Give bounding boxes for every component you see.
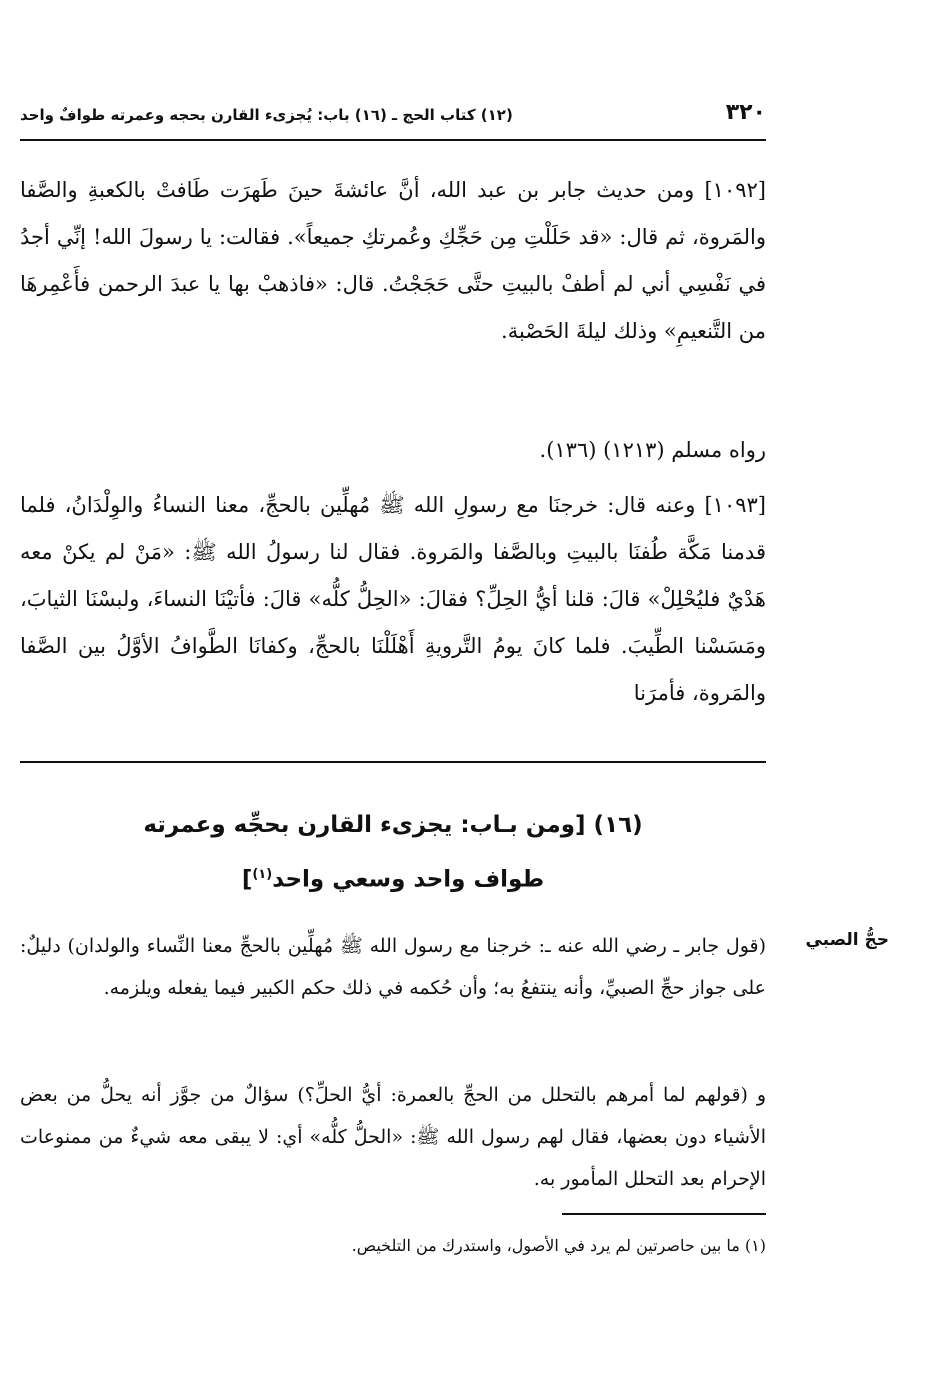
section-divider <box>20 761 766 763</box>
running-title: (١٢) كتاب الحج ـ (١٦) باب: يُجزىء القارن بحجه وعمرته طوافٌ واحد <box>20 106 513 124</box>
margin-note: حجُّ الصبي <box>805 930 889 950</box>
hadith-1093: [١٠٩٣] وعنه قال: خرجنَا مع رسولِ الله ﷺ مُهلِّين بالحجِّ، معنا النساءُ والوِلْدَانُ، فلما قدمنا مَكَّة طُفنَا بالبيتِ وبالصَّفا والمَروة. فقال لنا رسولُ الله ﷺ: «مَنْ لم يكنْ معه هَدْيٌ فليُحْلِلْ» قالَ: قلنا أيُّ الحِلِّ؟ فقالَ: «الحِلُّ كلُّه» قالَ: فأتيْنَا النساءَ، ولبسْنَا الثيابَ، ومَسَسْنا الطِّيبَ. فلما كانَ يومُ التَّرويةِ أَهْلَلْنَا بالحجِّ، وكفانَا الطَّوافُ الأوَّلُ بين الصَّفا والمَروة، فأمرَنا <box>20 493 766 705</box>
header-rule <box>20 139 766 141</box>
commentary-paragraph: و (قولهم لما أمرهم بالتحلل من الحجِّ بالعمرة: أيُّ الحلِّ؟) سؤالٌ من جوَّز أنه يحلُّ من بعض الأشياء دون بعضها، فقال لهم رسول الله ﷺ: «الحلُّ كلُّه» أي: لا يبقى معه شيءٌ من ممنوعات الإحرام بعد التحلل المأمور به. <box>20 1084 766 1190</box>
chapter-heading-line-1: (١٦) [ومن بـاب: يجزىء القارن بحجِّه وعمرته <box>143 812 643 838</box>
chapter-heading-close-bracket: ] <box>241 866 253 893</box>
footnote: (١) ما بين حاصرتين لم يرد في الأصول، واستدرك من التلخيص. <box>351 1236 766 1255</box>
chapter-heading-line-2: طواف واحد وسعي واحد <box>272 866 545 893</box>
footnote-rule <box>562 1213 766 1215</box>
chapter-heading <box>20 800 766 905</box>
hadith-1092-narration: رواه مسلم (١٢١٣) (١٣٦). <box>539 438 766 462</box>
hadith-1092: [١٠٩٢] ومن حديث جابر بن عبد الله، أنَّ عائشةَ حينَ طَهرَت طَافتْ بالكعبةِ والصَّفا والمَروة، ثم قال: «قد حَلَلْتِ مِن حَجِّكِ وعُمرتكِ جميعاً». فقالت: يا رسولَ الله! إنِّي أجدُ في نَفْسِي أني لم أطفْ بالبيتِ حتَّى حَجَجْتُ. قال: «فاذهبْ بها يا عبدَ الرحمن فأَعْمِرهَا من التَّنعيمِ» وذلك ليلةَ الحَصْبة. <box>20 178 766 343</box>
page-number: ٣٢٠ <box>725 100 766 125</box>
running-header <box>20 100 766 134</box>
footnote-marker: (١) <box>252 867 273 882</box>
commentary-paragraph: (قول جابر ـ رضي الله عنه ـ: خرجنا مع رسول الله ﷺ مُهلِّين بالحجِّ معنا النِّساء والولدان) دليلٌ: على جواز حجِّ الصبيِّ، وأنه ينتفعُ به؛ وأن حُكمه في ذلك حكم الكبير فيما يفعله ويلزمه. <box>20 935 766 999</box>
